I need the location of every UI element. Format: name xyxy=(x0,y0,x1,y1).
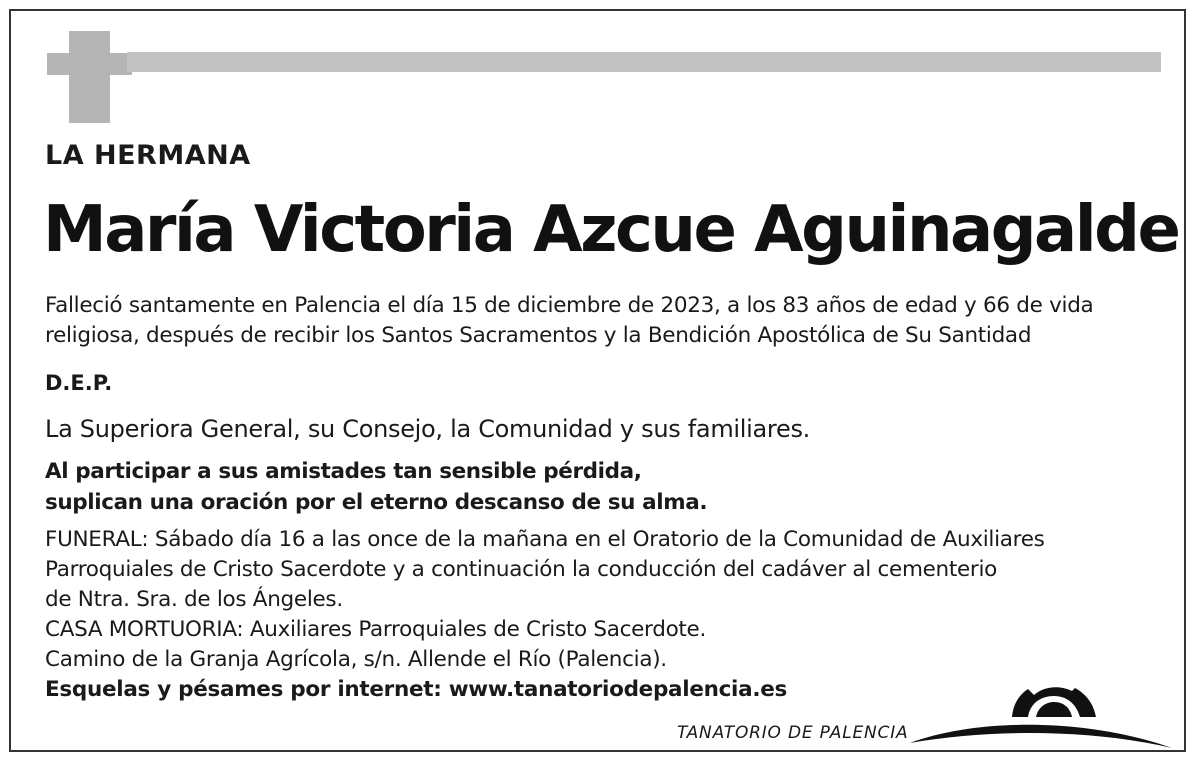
funeral-line: Camino de la Granja Agrícola, s/n. Allende el Río (Palencia). xyxy=(45,647,667,672)
funeral-line: CASA MORTUORIA: Auxiliares Parroquiales de Cristo Sacerdote. xyxy=(45,617,707,642)
cross-icon-bar xyxy=(47,53,132,75)
internet-line: Esquelas y pésames por internet: www.tanatoriodepalencia.es xyxy=(45,677,787,702)
rip-text: D.E.P. xyxy=(45,371,113,395)
header-rule xyxy=(127,52,1161,72)
prayer-request-text xyxy=(45,456,707,518)
deceased-name: María Victoria Azcue Aguinagalde xyxy=(43,193,1179,267)
death-notice-line: Falleció santamente en Palencia el día 15 de diciembre de 2023, a los 83 años de edad y 66 de vida xyxy=(45,293,1094,318)
relationship-heading: LA HERMANA xyxy=(45,140,251,171)
funeral-line: Parroquiales de Cristo Sacerdote y a continuación la conducción del cadáver al cementerio xyxy=(45,557,997,582)
mourners-text: La Superiora General, su Consejo, la Comunidad y sus familiares. xyxy=(45,415,810,443)
funeral-line: de Ntra. Sra. de los Ángeles. xyxy=(45,587,343,612)
tanatorio-logo-text: TANATORIO DE PALENCIA xyxy=(677,723,909,743)
death-notice-line: religiosa, después de recibir los Santos Sacramentos y la Bendición Apostólica de Su Santidad xyxy=(45,323,1032,348)
funeral-line: FUNERAL: Sábado día 16 a las once de la mañana en el Oratorio de la Comunidad de Auxiliares xyxy=(45,527,1045,552)
cross-icon xyxy=(69,31,110,123)
prayer-request-line: Al participar a sus amistades tan sensible pérdida, xyxy=(45,459,642,484)
death-notice-text xyxy=(45,291,1093,351)
prayer-request-line: suplican una oración por el eterno descanso de su alma. xyxy=(45,490,708,515)
